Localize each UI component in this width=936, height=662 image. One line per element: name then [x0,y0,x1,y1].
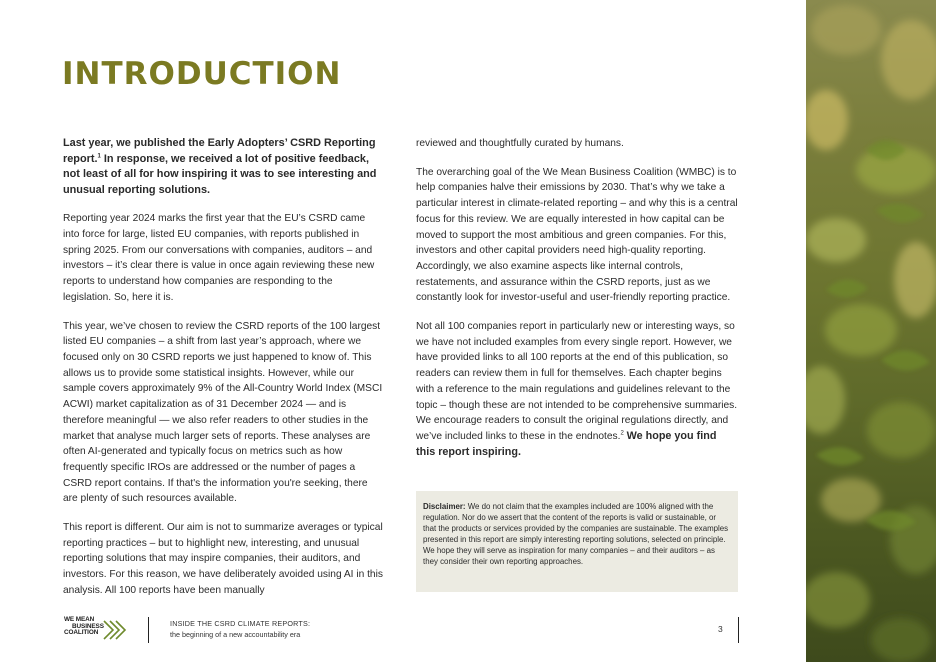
footnote-ref-1[interactable]: 1 [97,152,101,159]
body-paragraph-5 [416,319,738,460]
leaves-image [806,0,936,662]
report-title: INSIDE THE CSRD CLIMATE REPORTS: [170,619,311,628]
foliage-photo [806,0,936,662]
footer-report-title [170,618,310,640]
disclaimer-label: Disclaimer: [423,502,466,511]
logo-line-2: BUSINESS [72,622,104,630]
right-column [416,136,738,473]
chevron-arrows-icon [102,619,130,641]
body-paragraph-1: Reporting year 2024 marks the first year that the EU’s CSRD came into force for large, listed EU companies, with reports published in spring 2025. From our conversations with companies, auditors – and investors – it’s clear there is value in once again reviewing these new reports to understand how companies are responding to the legislation. So, here it is. [63,213,375,303]
report-subtitle: the beginning of a new accountability era [170,630,301,639]
body-paragraph-2: This year, we’ve chosen to review the CSRD reports of the 100 largest listed EU companies – a shift from last year’s approach, where we focused only on 30 CSRD reports we just happened to know of. This allows us to provide some statistical insights. However, while our sample covers approximately 9% of the All-Country World Index (MSCI ACWI) market capitalization as of 31 December 2024 — and is therefore meaningful — we also refer readers to other studies in the market that analyse much larger sets of reports. These analyses are often AI-generated and typically focus on metrics such as how frequently specific IROs are addressed or the number of pages a CSRD report contains. If that's the information you're seeking, there are plenty of such resources available. [63,320,383,505]
lead-paragraph [63,136,383,198]
paragraph-5-text: Not all 100 companies report in particularly new or interesting ways, so we have not included examples from every single report. However, we have provided links to all 100 reports at the end of this publication, so readers can review them in full for themselves. Each chapter begins with a reference to the main regulations and guidelines relevant to the topic – though these are not intended to be comprehensive summaries. We encourage readers to consult the original regulations directly, and we’ve included links to these in the endnotes. [416,321,738,442]
logo-line-3: COALITION [64,629,99,637]
disclaimer-box [416,491,738,592]
wmbc-logo[interactable] [64,617,130,643]
lead-text-part1: Last year, we published the Early Adopters’ CSRD Reporting report. [63,137,376,165]
body-paragraph-continued: reviewed and thoughtfully curated by humans. [416,138,624,149]
closing-statement: We hope you find this report inspiring. [416,429,717,458]
page-number-divider [738,617,739,643]
lead-text-part2: In response, we received a lot of positive feedback, not least of all for how inspiring it was to see interesting and unusual reporting solutions. [63,152,377,196]
logo-line-1: WE MEAN [64,616,95,623]
left-column [63,136,383,612]
page-title: INTRODUCTION [62,56,342,92]
footer-divider [148,617,149,643]
body-paragraph-3: This report is different. Our aim is not to summarize averages or typical reporting practices – but to highlight new, interesting, and unusual reporting solutions that may inspire companies, their auditors, and investors. For this reason, we have deliberately avoided using AI in this analysis. All 100 reports have been manually [63,522,383,596]
footnote-ref-2[interactable]: 2 [620,430,624,437]
body-paragraph-4: The overarching goal of the We Mean Business Coalition (WMBC) is to help companies halve their emissions by 2030. That’s why we take a particular interest in climate-related reporting – and why this is a central focus for this review. We are equally interested in how capital can be moved to support the most ambitious and green companies. For this, investors and other capital providers need high-quality reporting. Accordingly, we also examine aspects like internal controls, restatements, and assurance within the CSRD reports, just as we constantly look for investor-useful and user-friendly reporting practice. [416,166,738,304]
page-number: 3 [718,624,723,634]
disclaimer-text: We do not claim that the examples included are 100% aligned with the regulation. Nor do we assert that the content of the reports is valid or sustainable, or that the products or services provided by the companies are sustainable. The examples presented in this report are simply interesting reporting solutions, selected on principle. We hope they will serve as inspiration for many companies – and their auditors – as they consider their own reporting approaches. [423,502,729,566]
